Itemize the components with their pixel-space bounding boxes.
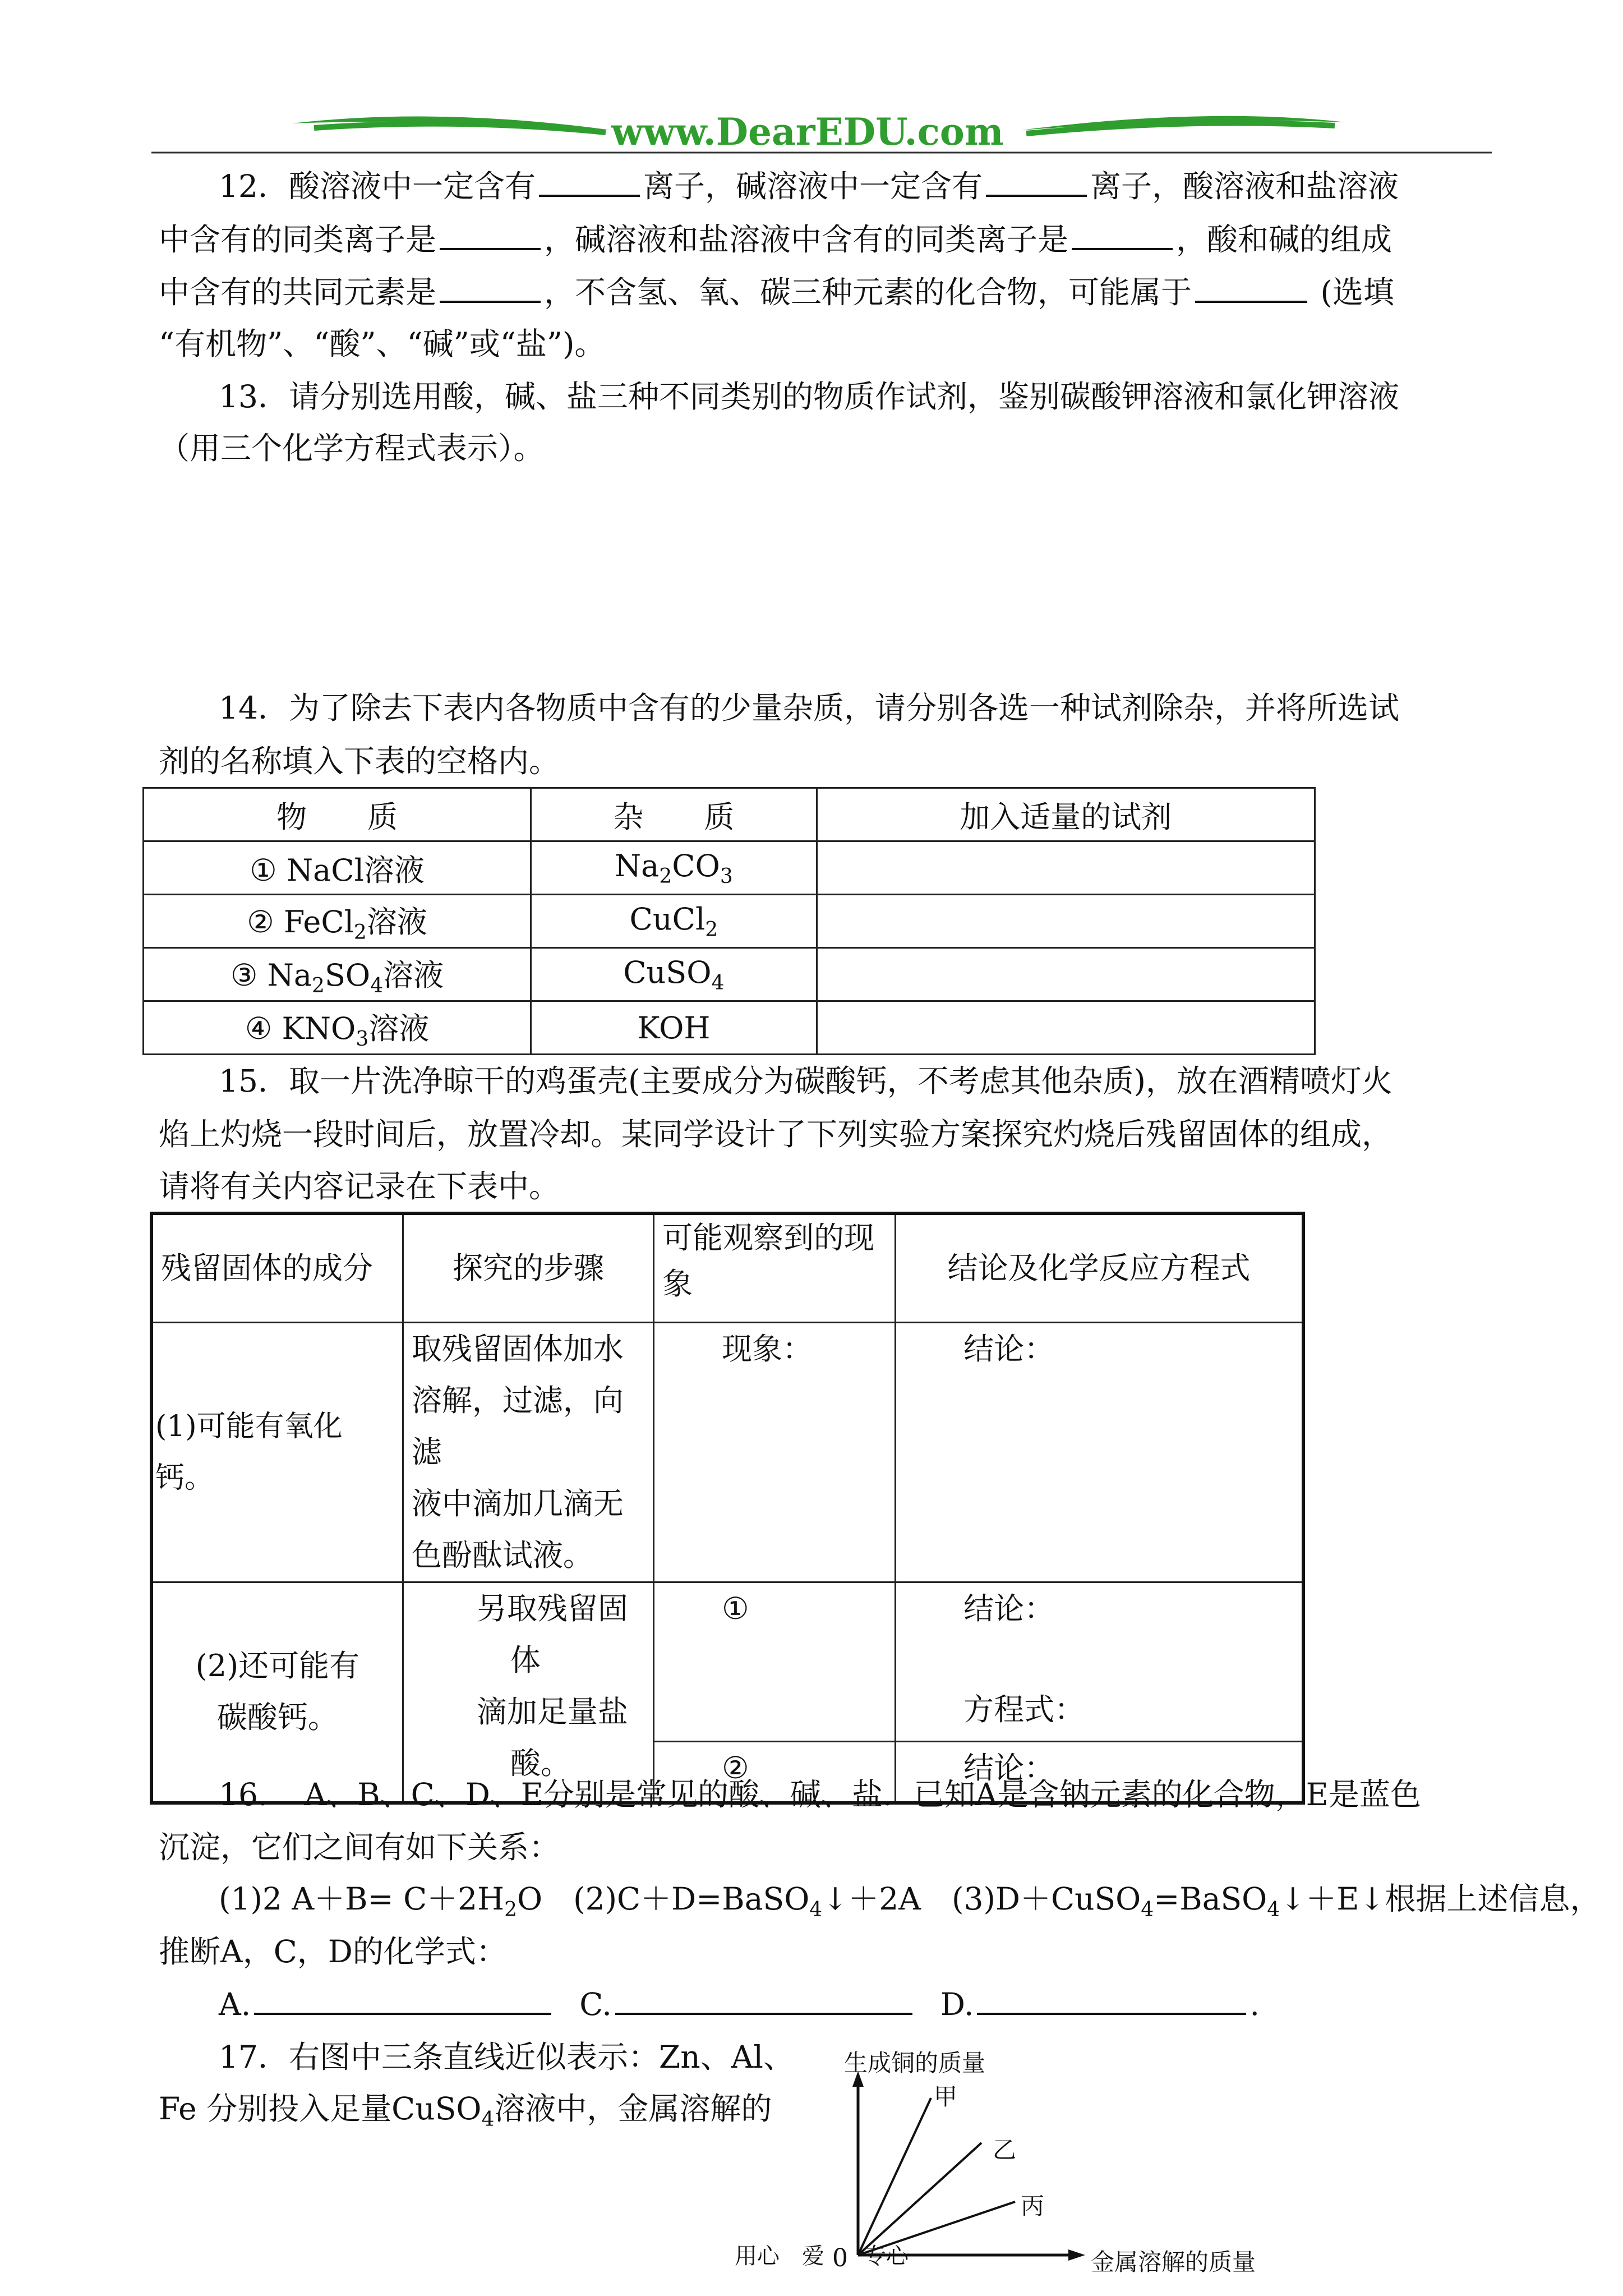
q15-line2: 焰上灼烧一段时间后，放置冷却。某同学设计了下列实验方案探究灼烧后残留固体的组成， [159, 1116, 1393, 1152]
table-row: ④ $KNO_3$溶液 KOH [144, 1001, 1315, 1055]
graph-origin: 0 [832, 2244, 848, 2272]
q14-line2: 剂的名称填入下表的空格内。 [159, 743, 560, 779]
reagent-cell[interactable] [817, 895, 1315, 948]
footer-left: 用心 爱 [735, 2243, 824, 2269]
q15-r3-observation-2[interactable]: ② [654, 1741, 896, 1803]
q12-line3: 中含有的共同元素是 ，不含氢、氧、碳三种元素的化合物，可能属于 (选填 [159, 266, 1488, 319]
q15-line3: 请将有关内容记录在下表中。 [159, 1168, 560, 1204]
reagent-cell[interactable] [817, 841, 1315, 895]
q14-table [142, 787, 1316, 1055]
q15-header-residue: 残留固体的成分 [151, 1213, 403, 1322]
q14-header-reagent: 加入适量的试剂 [817, 788, 1315, 841]
line-label-bing: 丙 [1021, 2192, 1045, 2220]
answer-d-field[interactable] [977, 1981, 1246, 2015]
q15-r1-steps: 取残留固体加水 溶解，过滤，向滤 液中滴加几滴无 色酚酞试液。 [403, 1322, 653, 1582]
q12-line2: 中含有的同类离子是 ，碱溶液和盐溶液中含有的同类离子是 ，酸和碱的组成 [159, 213, 1488, 266]
q13-line1: 13．请分别选用酸，碱、盐三种不同类别的物质作试剂，鉴别碳酸钾溶液和氯化钾溶液 [219, 379, 1399, 415]
line-label-yi: 乙 [993, 2136, 1017, 2164]
answer-c-field[interactable] [615, 1981, 912, 2015]
q14-header-impurity: 杂 质 [531, 788, 817, 841]
answer-a-field[interactable] [254, 1981, 551, 2015]
line-jia [858, 2098, 931, 2255]
q16-line4: 推断A，C，D的化学式： [159, 1934, 507, 1970]
table-row: ① NaCl溶液 $Na_2CO_3$ [144, 841, 1315, 895]
q17-line1: 17．右图中三条直线近似表示：Zn、Al、 [219, 2039, 794, 2075]
q15-header-conclusion: 结论及化学反应方程式 [896, 1213, 1303, 1322]
q16-line2: 沉淀，它们之间有如下关系： [159, 1829, 560, 1865]
line-label-jia: 甲 [934, 2083, 958, 2110]
q15-header-observation: 可能观察到的现 象 [654, 1213, 896, 1322]
q15-r1-observation[interactable]: 现象： [654, 1322, 896, 1582]
q12-line1: 12．酸溶液中一定含有 离子，碱溶液中一定含有 离子，酸溶液和盐溶液 [219, 160, 1548, 213]
footer-right: 专心 [864, 2243, 909, 2269]
q15-r2-residue: (2)还可能有 碳酸钙。 [151, 1582, 403, 1803]
q14-line1: 14．为了除去下表内各物质中含有的少量杂质，请分别各选一种试剂除杂，并将所选试 [219, 690, 1399, 726]
q15-r2-observation-1[interactable]: ① [654, 1582, 896, 1741]
table-row: ② FeCl$_2$溶液 CuCl$_2$ [144, 895, 1315, 948]
reagent-cell[interactable] [817, 1001, 1315, 1055]
q15-header-steps: 探究的步骤 [403, 1213, 653, 1322]
q13-line2: （用三个化学方程式表示）。 [159, 430, 545, 466]
graph-y-label: 生成铜的质量 [844, 2049, 986, 2077]
site-logo[interactable]: www.DearEDU.com [611, 110, 1004, 154]
q15-r1-conclusion[interactable]: 结论： [896, 1322, 1303, 1582]
q15-r3-conclusion-2[interactable]: 结论： [896, 1741, 1303, 1803]
q17-line2: Fe 分别投入足量CuSO$_4$溶液中，金属溶解的 [159, 2091, 772, 2131]
q12-line4: “有机物”、“酸”、“碱”或“盐”)。 [159, 326, 606, 362]
q15-r1-residue: (1)可能有氧化钙。 [151, 1322, 403, 1582]
q14-header-substance: 物 质 [144, 788, 531, 841]
graph-x-label: 金属溶解的质量 [1091, 2248, 1256, 2276]
reagent-cell[interactable] [817, 948, 1315, 1001]
table-row: ③ $Na_2SO_4$溶液 CuSO$_4$ [144, 948, 1315, 1001]
q15-r2-steps: 另取残留固 体 滴加足量盐 酸。 [403, 1582, 653, 1803]
q16-line3: (1)2 $A+B= C+2H_2O$ (2)C＋D=BaSO$_4$↓＋2A (3)D＋CuSO$_4$=BaSO$_4$↓＋E↓根据上述信息， [219, 1881, 1601, 1921]
q15-r2-conclusion-1[interactable]: 结论： 方程式： [896, 1582, 1303, 1741]
q16-answers: A. C. D. . [219, 1978, 1548, 2031]
q15-table [150, 1212, 1305, 1805]
q16-line1: 16． A、B、C、D、E分别是常见的酸、碱、盐．已知A是含钠元素的化合物，E是蓝色 [219, 1777, 1421, 1812]
q15-line1: 15．取一片洗净晾干的鸡蛋壳(主要成分为碳酸钙，不考虑其他杂质)，放在酒精喷灯火 [219, 1063, 1393, 1099]
